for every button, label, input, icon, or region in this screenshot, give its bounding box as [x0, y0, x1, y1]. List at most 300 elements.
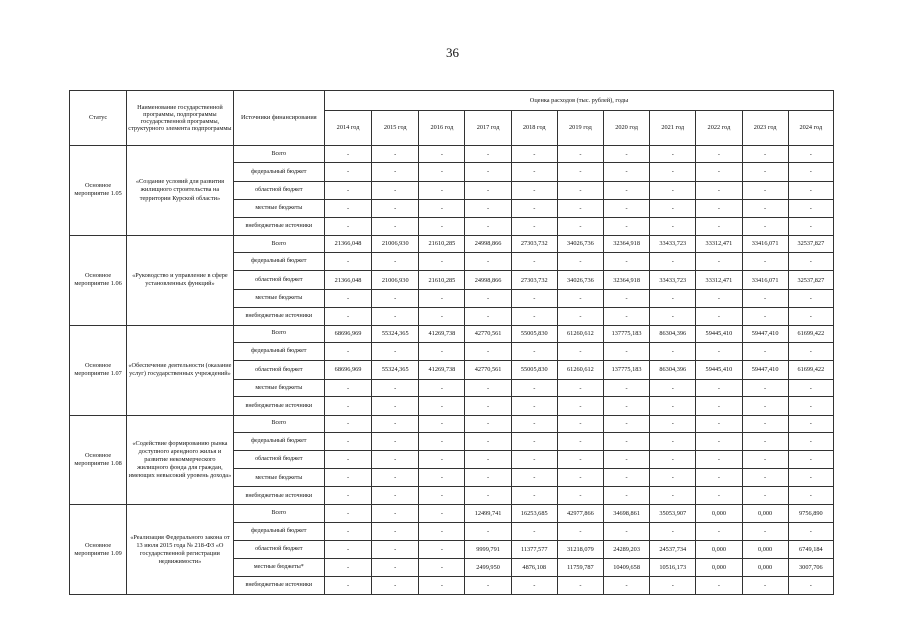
value-cell: - — [788, 415, 833, 432]
value-cell: - — [788, 397, 833, 415]
value-cell: - — [650, 451, 696, 469]
value-cell: - — [650, 217, 696, 235]
value-cell: - — [419, 342, 465, 360]
value-cell: - — [650, 307, 696, 325]
value-cell: 0,000 — [742, 505, 788, 522]
value-cell: - — [557, 181, 603, 199]
value-cell: - — [696, 199, 742, 217]
funding-source-cell: областной бюджет — [233, 451, 324, 469]
header-source: Источники финансирования — [233, 91, 324, 146]
value-cell: - — [324, 199, 371, 217]
value-cell: 2499,950 — [465, 559, 511, 577]
value-cell: - — [650, 487, 696, 505]
value-cell: - — [557, 199, 603, 217]
value-cell: - — [372, 342, 419, 360]
funding-source-cell: Всего — [233, 146, 324, 163]
value-cell: 32364,918 — [604, 271, 650, 289]
value-cell: - — [419, 253, 465, 271]
value-cell: - — [372, 505, 419, 522]
value-cell: 11759,787 — [557, 559, 603, 577]
value-cell: - — [696, 487, 742, 505]
value-cell: 61699,422 — [788, 325, 833, 342]
value-cell: 55005,830 — [511, 325, 557, 342]
value-cell: - — [324, 469, 371, 487]
header-year: 2015 год — [372, 111, 419, 146]
value-cell: 34698,861 — [604, 505, 650, 522]
value-cell: 32537,827 — [788, 235, 833, 252]
funding-source-cell: федеральный бюджет — [233, 342, 324, 360]
value-cell: - — [324, 379, 371, 397]
funding-source-cell: внебюджетные источники — [233, 307, 324, 325]
value-cell: 33312,471 — [696, 235, 742, 252]
value-cell: - — [788, 469, 833, 487]
value-cell: 21610,285 — [419, 271, 465, 289]
value-cell: - — [372, 522, 419, 540]
value-cell: - — [511, 432, 557, 450]
value-cell: 55005,830 — [511, 361, 557, 379]
value-cell: - — [788, 253, 833, 271]
value-cell: - — [650, 577, 696, 595]
value-cell: - — [696, 342, 742, 360]
status-cell: Основное мероприятие 1.09 — [70, 505, 127, 595]
value-cell: - — [557, 253, 603, 271]
value-cell: 9756,890 — [788, 505, 833, 522]
header-year: 2022 год — [696, 111, 742, 146]
value-cell: - — [696, 307, 742, 325]
value-cell: 24998,866 — [465, 235, 511, 252]
value-cell: - — [557, 397, 603, 415]
funding-source-cell: федеральный бюджет — [233, 253, 324, 271]
value-cell: - — [511, 577, 557, 595]
value-cell: - — [372, 559, 419, 577]
value-cell: - — [604, 307, 650, 325]
value-cell: - — [742, 289, 788, 307]
value-cell: - — [788, 217, 833, 235]
value-cell: - — [324, 181, 371, 199]
value-cell: - — [511, 289, 557, 307]
header-year: 2014 год — [324, 111, 371, 146]
value-cell: - — [465, 199, 511, 217]
value-cell: - — [557, 577, 603, 595]
value-cell: - — [650, 522, 696, 540]
header-year: 2017 год — [465, 111, 511, 146]
value-cell: - — [557, 379, 603, 397]
value-cell: - — [511, 451, 557, 469]
value-cell: - — [788, 307, 833, 325]
value-cell: - — [419, 577, 465, 595]
value-cell: 33312,471 — [696, 271, 742, 289]
funding-source-cell: внебюджетные источники — [233, 397, 324, 415]
value-cell: - — [511, 146, 557, 163]
value-cell: 27303,732 — [511, 235, 557, 252]
value-cell: - — [372, 415, 419, 432]
value-cell: 16253,685 — [511, 505, 557, 522]
value-cell: - — [324, 253, 371, 271]
funding-source-cell: областной бюджет — [233, 181, 324, 199]
value-cell: - — [557, 342, 603, 360]
value-cell: - — [372, 181, 419, 199]
value-cell: 31218,079 — [557, 541, 603, 559]
value-cell: - — [465, 487, 511, 505]
header-year: 2018 год — [511, 111, 557, 146]
value-cell: - — [372, 397, 419, 415]
value-cell: 42770,561 — [465, 325, 511, 342]
value-cell: - — [419, 181, 465, 199]
value-cell: - — [511, 522, 557, 540]
value-cell: - — [324, 522, 371, 540]
value-cell: - — [465, 522, 511, 540]
status-cell: Основное мероприятие 1.08 — [70, 415, 127, 505]
value-cell: - — [324, 163, 371, 181]
value-cell: - — [557, 307, 603, 325]
value-cell: 21610,285 — [419, 235, 465, 252]
value-cell: - — [372, 253, 419, 271]
value-cell: 34026,736 — [557, 235, 603, 252]
value-cell: - — [465, 163, 511, 181]
value-cell: - — [742, 577, 788, 595]
value-cell: - — [372, 379, 419, 397]
value-cell: - — [511, 217, 557, 235]
header-year: 2020 год — [604, 111, 650, 146]
value-cell: - — [742, 342, 788, 360]
value-cell: - — [788, 342, 833, 360]
value-cell: - — [324, 559, 371, 577]
value-cell: - — [650, 342, 696, 360]
value-cell: - — [511, 199, 557, 217]
value-cell: - — [604, 397, 650, 415]
value-cell: - — [604, 146, 650, 163]
value-cell: - — [604, 253, 650, 271]
value-cell: - — [604, 199, 650, 217]
funding-source-cell: местные бюджеты — [233, 289, 324, 307]
value-cell: - — [742, 522, 788, 540]
funding-source-cell: областной бюджет — [233, 541, 324, 559]
value-cell: 41269,738 — [419, 325, 465, 342]
value-cell: - — [788, 432, 833, 450]
status-cell: Основное мероприятие 1.07 — [70, 325, 127, 415]
table-row — [70, 505, 834, 522]
value-cell: 12499,741 — [465, 505, 511, 522]
value-cell: - — [604, 289, 650, 307]
value-cell: - — [557, 522, 603, 540]
value-cell: - — [604, 217, 650, 235]
value-cell: - — [419, 415, 465, 432]
funding-source-cell: областной бюджет — [233, 271, 324, 289]
value-cell: - — [465, 181, 511, 199]
value-cell: - — [324, 289, 371, 307]
funding-source-cell: местные бюджеты* — [233, 559, 324, 577]
value-cell: 4876,108 — [511, 559, 557, 577]
value-cell: - — [696, 379, 742, 397]
value-cell: - — [419, 146, 465, 163]
header-row — [70, 91, 834, 111]
header-name: Наименование государственной программы, подпрограммы государственной программы, структурного элемента подпрограммы — [127, 91, 233, 146]
value-cell: 27303,732 — [511, 271, 557, 289]
value-cell: 68696,969 — [324, 325, 371, 342]
value-cell: 59447,410 — [742, 325, 788, 342]
value-cell: - — [324, 146, 371, 163]
value-cell: - — [604, 415, 650, 432]
value-cell: - — [372, 451, 419, 469]
value-cell: 0,000 — [696, 559, 742, 577]
value-cell: 0,000 — [696, 505, 742, 522]
value-cell: - — [742, 163, 788, 181]
value-cell: - — [465, 342, 511, 360]
value-cell: - — [650, 432, 696, 450]
value-cell: - — [557, 469, 603, 487]
value-cell: - — [696, 181, 742, 199]
value-cell: - — [419, 559, 465, 577]
value-cell: - — [324, 487, 371, 505]
value-cell: - — [742, 379, 788, 397]
value-cell: - — [511, 342, 557, 360]
value-cell: - — [696, 397, 742, 415]
value-cell: - — [650, 379, 696, 397]
value-cell: 32364,918 — [604, 235, 650, 252]
value-cell: - — [324, 397, 371, 415]
program-name-cell: «Руководство и управление в сфере установленных функций» — [127, 235, 233, 325]
value-cell: - — [696, 469, 742, 487]
value-cell: - — [465, 289, 511, 307]
value-cell: 3007,706 — [788, 559, 833, 577]
value-cell: 55324,365 — [372, 361, 419, 379]
value-cell: 137775,183 — [604, 325, 650, 342]
value-cell: 24537,734 — [650, 541, 696, 559]
value-cell: 24998,866 — [465, 271, 511, 289]
value-cell: - — [557, 289, 603, 307]
value-cell: - — [511, 307, 557, 325]
value-cell: - — [419, 451, 465, 469]
funding-source-cell: внебюджетные источники — [233, 217, 324, 235]
funding-source-cell: федеральный бюджет — [233, 432, 324, 450]
value-cell: - — [324, 505, 371, 522]
value-cell: 21366,048 — [324, 271, 371, 289]
value-cell: 10516,173 — [650, 559, 696, 577]
value-cell: - — [557, 415, 603, 432]
value-cell: - — [419, 397, 465, 415]
value-cell: - — [372, 487, 419, 505]
value-cell: 11377,577 — [511, 541, 557, 559]
value-cell: - — [557, 451, 603, 469]
value-cell: - — [788, 163, 833, 181]
value-cell: - — [372, 163, 419, 181]
value-cell: - — [465, 146, 511, 163]
value-cell: - — [604, 181, 650, 199]
value-cell: - — [465, 577, 511, 595]
funding-source-cell: Всего — [233, 505, 324, 522]
value-cell: - — [419, 289, 465, 307]
value-cell: - — [324, 451, 371, 469]
value-cell: - — [650, 199, 696, 217]
value-cell: - — [511, 181, 557, 199]
value-cell: 21366,048 — [324, 235, 371, 252]
value-cell: - — [419, 217, 465, 235]
value-cell: - — [511, 397, 557, 415]
value-cell: 32537,827 — [788, 271, 833, 289]
value-cell: - — [788, 487, 833, 505]
value-cell: - — [372, 307, 419, 325]
value-cell: - — [465, 415, 511, 432]
value-cell: - — [742, 469, 788, 487]
value-cell: - — [742, 253, 788, 271]
value-cell: - — [742, 307, 788, 325]
header-year: 2021 год — [650, 111, 696, 146]
value-cell: 0,000 — [742, 541, 788, 559]
value-cell: - — [419, 432, 465, 450]
value-cell: 61260,612 — [557, 361, 603, 379]
value-cell: - — [372, 146, 419, 163]
table-row — [70, 325, 834, 342]
value-cell: - — [788, 451, 833, 469]
value-cell: - — [511, 379, 557, 397]
value-cell: 42770,561 — [465, 361, 511, 379]
value-cell: - — [465, 469, 511, 487]
value-cell: - — [557, 432, 603, 450]
value-cell: - — [604, 379, 650, 397]
value-cell: - — [557, 146, 603, 163]
value-cell: 0,000 — [696, 541, 742, 559]
value-cell: - — [604, 577, 650, 595]
value-cell: - — [696, 146, 742, 163]
funding-source-cell: федеральный бюджет — [233, 163, 324, 181]
program-name-cell: «Реализация Федерального закона от 13 июля 2015 года № 218-ФЗ «О государственной регистрации недвижимости» — [127, 505, 233, 595]
funding-source-cell: Всего — [233, 235, 324, 252]
value-cell: - — [465, 379, 511, 397]
value-cell: - — [650, 469, 696, 487]
value-cell: 86304,396 — [650, 325, 696, 342]
value-cell: - — [372, 432, 419, 450]
value-cell: - — [788, 199, 833, 217]
value-cell: - — [742, 487, 788, 505]
value-cell: - — [650, 397, 696, 415]
value-cell: - — [650, 181, 696, 199]
value-cell: - — [465, 451, 511, 469]
value-cell: - — [324, 577, 371, 595]
value-cell: - — [696, 522, 742, 540]
value-cell: 33433,723 — [650, 235, 696, 252]
value-cell: - — [372, 577, 419, 595]
header-year: 2019 год — [557, 111, 603, 146]
value-cell: - — [604, 432, 650, 450]
value-cell: - — [742, 146, 788, 163]
value-cell: - — [465, 217, 511, 235]
value-cell: - — [604, 487, 650, 505]
funding-source-cell: внебюджетные источники — [233, 487, 324, 505]
funding-source-cell: местные бюджеты — [233, 379, 324, 397]
value-cell: - — [511, 469, 557, 487]
header-estimate: Оценка расходов (тыс. рублей), годы — [324, 91, 833, 111]
value-cell: - — [650, 289, 696, 307]
value-cell: - — [650, 163, 696, 181]
value-cell: - — [324, 307, 371, 325]
funding-source-cell: местные бюджеты — [233, 199, 324, 217]
value-cell: - — [788, 146, 833, 163]
header-year: 2024 год — [788, 111, 833, 146]
program-name-cell: «Содействие формированию рынка доступного арендного жилья и развитие некоммерческого жилищного фонда для граждан, имеющих невысокий уровень дохода» — [127, 415, 233, 505]
value-cell: - — [465, 432, 511, 450]
value-cell: 42977,866 — [557, 505, 603, 522]
value-cell: 86304,396 — [650, 361, 696, 379]
value-cell: - — [419, 163, 465, 181]
value-cell: 34026,736 — [557, 271, 603, 289]
value-cell: 35053,907 — [650, 505, 696, 522]
status-cell: Основное мероприятие 1.06 — [70, 235, 127, 325]
value-cell: 59445,410 — [696, 325, 742, 342]
value-cell: - — [650, 253, 696, 271]
value-cell: - — [557, 163, 603, 181]
value-cell: - — [742, 181, 788, 199]
program-name-cell: «Создание условий для развития жилищного строительства на территории Курской области» — [127, 146, 233, 236]
value-cell: - — [788, 181, 833, 199]
value-cell: - — [696, 577, 742, 595]
value-cell: - — [324, 432, 371, 450]
value-cell: - — [650, 146, 696, 163]
value-cell: - — [696, 289, 742, 307]
value-cell: 9999,791 — [465, 541, 511, 559]
value-cell: - — [742, 451, 788, 469]
funding-source-cell: Всего — [233, 325, 324, 342]
value-cell: 59445,410 — [696, 361, 742, 379]
value-cell: - — [511, 415, 557, 432]
funding-source-cell: внебюджетные источники — [233, 577, 324, 595]
value-cell: - — [604, 163, 650, 181]
value-cell: - — [742, 397, 788, 415]
value-cell: - — [557, 217, 603, 235]
value-cell: - — [324, 541, 371, 559]
value-cell: - — [372, 217, 419, 235]
value-cell: 61699,422 — [788, 361, 833, 379]
value-cell: - — [324, 415, 371, 432]
value-cell: - — [419, 522, 465, 540]
value-cell: - — [419, 469, 465, 487]
value-cell: - — [696, 432, 742, 450]
status-cell: Основное мероприятие 1.05 — [70, 146, 127, 236]
value-cell: - — [511, 253, 557, 271]
table-row — [70, 146, 834, 163]
value-cell: - — [372, 469, 419, 487]
funding-source-cell: областной бюджет — [233, 361, 324, 379]
value-cell: 6749,184 — [788, 541, 833, 559]
table-row — [70, 415, 834, 432]
value-cell: - — [742, 415, 788, 432]
funding-source-cell: федеральный бюджет — [233, 522, 324, 540]
value-cell: - — [650, 415, 696, 432]
value-cell: - — [419, 505, 465, 522]
value-cell: - — [696, 217, 742, 235]
value-cell: 10409,658 — [604, 559, 650, 577]
value-cell: 0,000 — [742, 559, 788, 577]
value-cell: - — [557, 487, 603, 505]
value-cell: 41269,738 — [419, 361, 465, 379]
value-cell: - — [788, 289, 833, 307]
value-cell: - — [419, 199, 465, 217]
value-cell: - — [696, 415, 742, 432]
value-cell: - — [465, 253, 511, 271]
value-cell: - — [742, 432, 788, 450]
value-cell: 137775,183 — [604, 361, 650, 379]
value-cell: - — [511, 487, 557, 505]
value-cell: - — [419, 379, 465, 397]
value-cell: - — [419, 541, 465, 559]
value-cell: 33416,071 — [742, 235, 788, 252]
value-cell: 21006,930 — [372, 235, 419, 252]
value-cell: 33416,071 — [742, 271, 788, 289]
value-cell: - — [511, 163, 557, 181]
value-cell: - — [419, 307, 465, 325]
value-cell: - — [465, 397, 511, 415]
value-cell: - — [696, 451, 742, 469]
value-cell: 33433,723 — [650, 271, 696, 289]
